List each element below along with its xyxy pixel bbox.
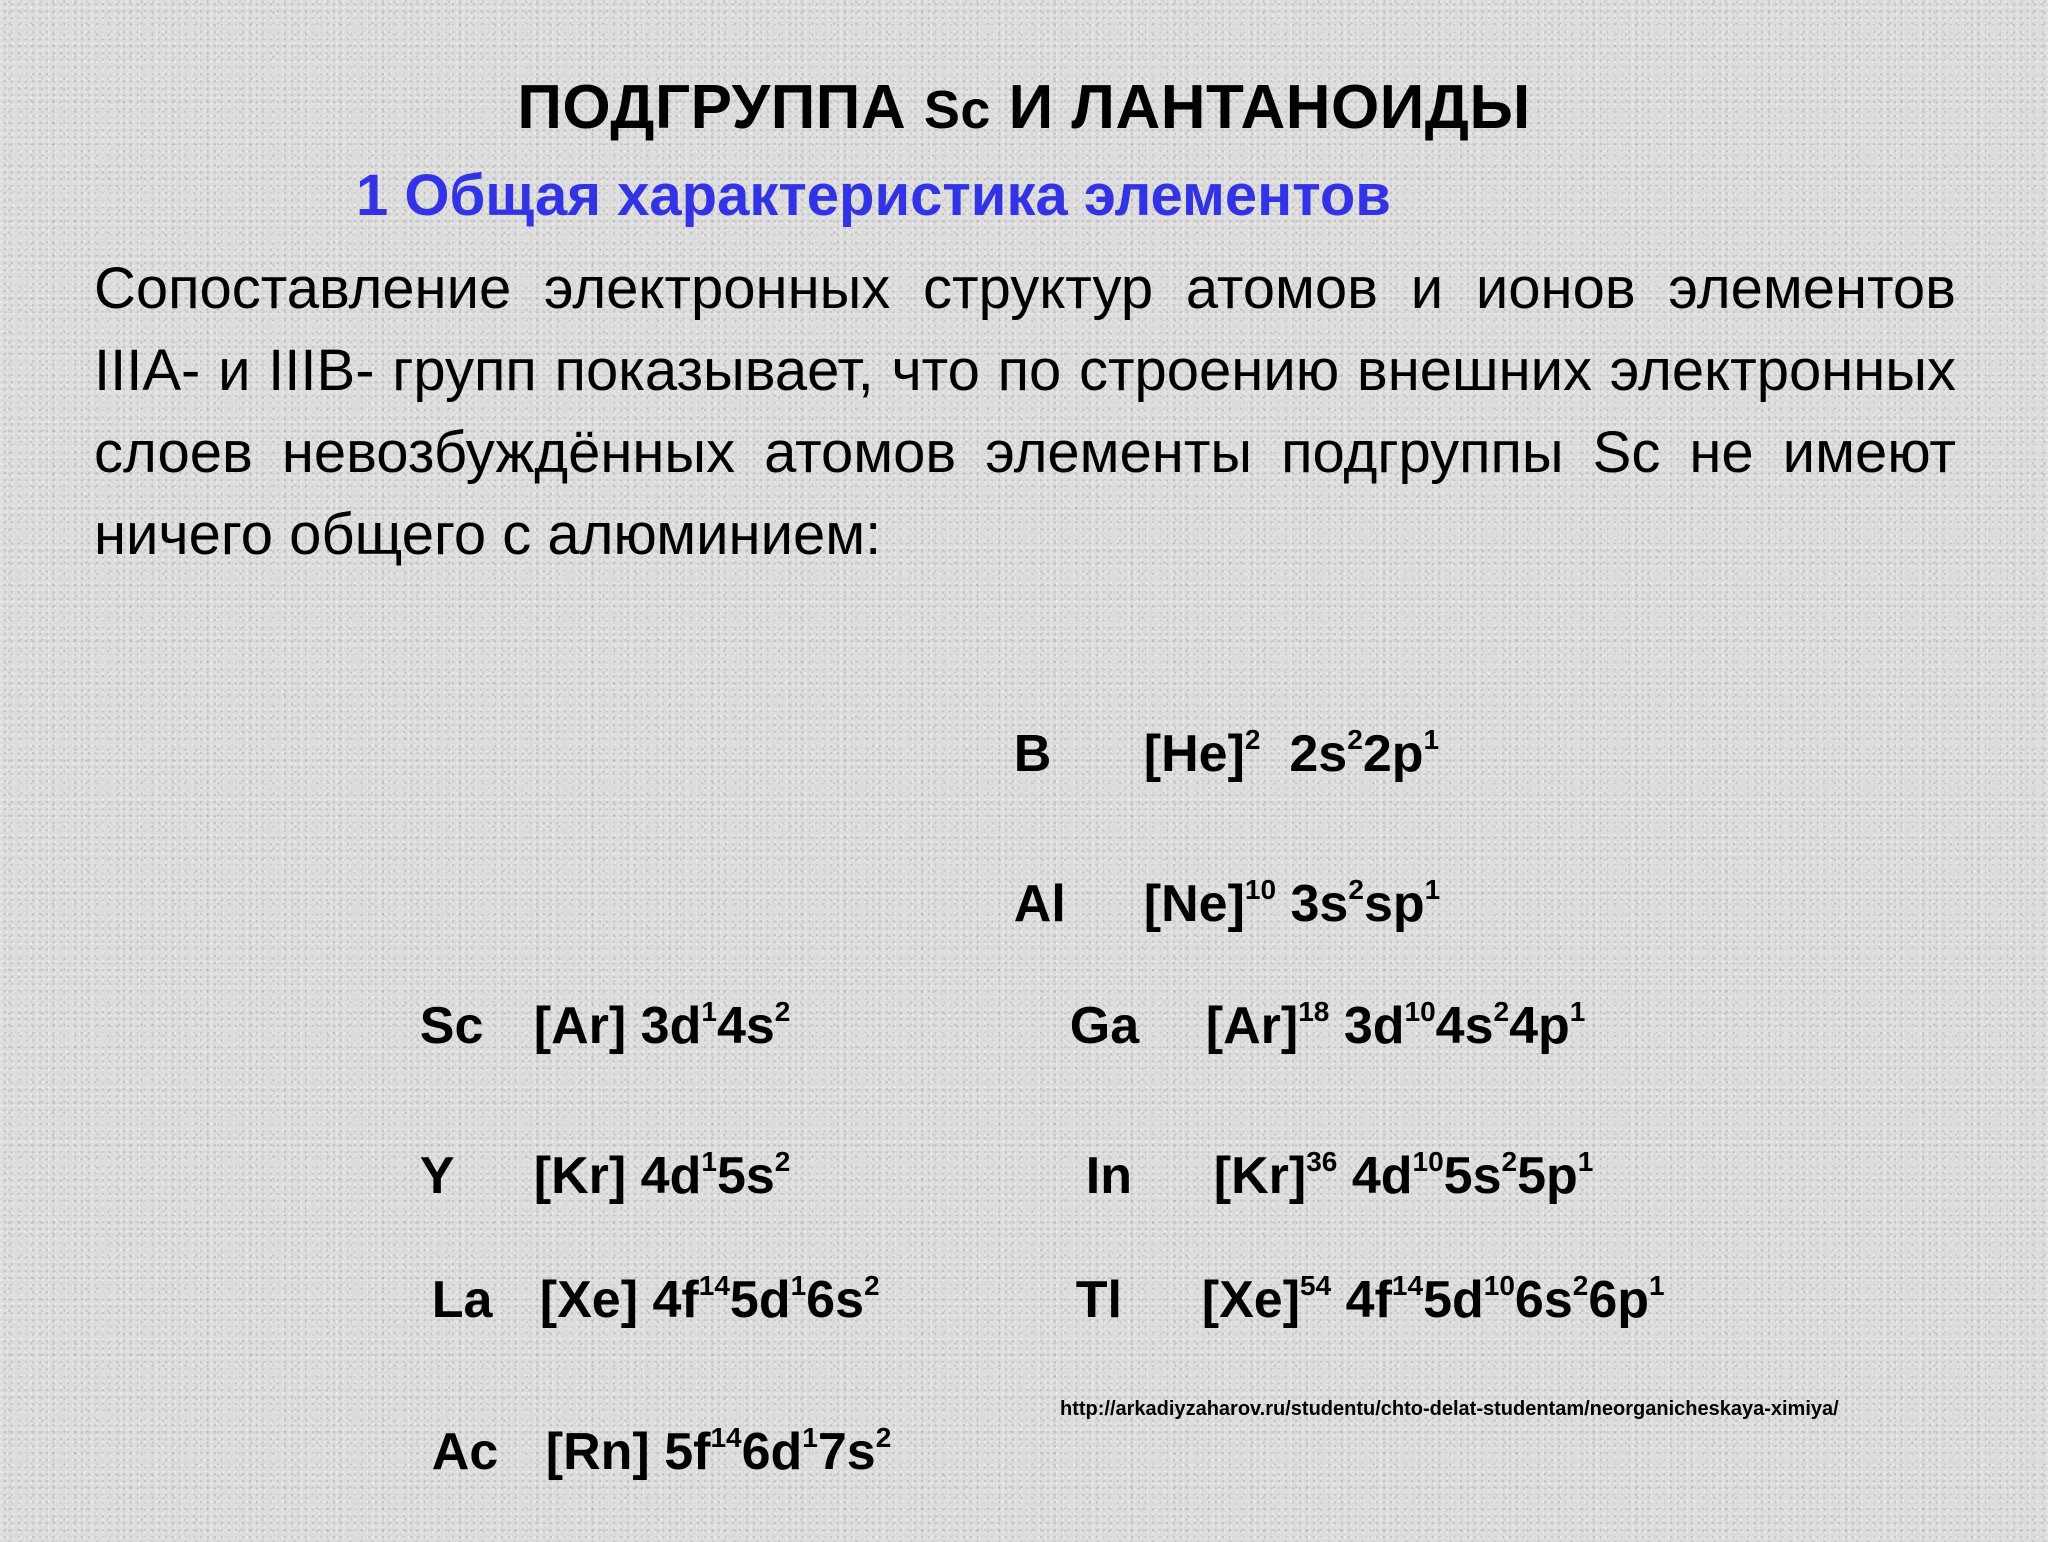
orbital-superscript: 10 xyxy=(1412,1146,1444,1177)
core-notation: [He] xyxy=(1143,725,1245,783)
element-symbol: Ac xyxy=(431,1423,499,1481)
orbital: 4s xyxy=(716,997,775,1055)
core-notation: [Kr] xyxy=(533,1147,627,1205)
orbital: 5p xyxy=(1517,1147,1578,1205)
element-symbol: Al xyxy=(1013,875,1066,933)
core-superscript: 18 xyxy=(1298,996,1330,1027)
orbital-superscript: 2 xyxy=(1572,1270,1589,1301)
title-part-2: И ЛАНТАНОИДЫ xyxy=(990,73,1531,142)
core-notation: [Ne] xyxy=(1143,875,1245,933)
orbital-superscript: 14 xyxy=(698,1270,730,1301)
core-superscript: 36 xyxy=(1306,1146,1338,1177)
core-notation: [Xe] xyxy=(539,1271,639,1329)
title-part-1: ПОДГРУППА xyxy=(517,73,924,142)
core-superscript: 2 xyxy=(1244,724,1261,755)
orbital: 6s xyxy=(806,1271,865,1329)
orbital-superscript: 1 xyxy=(1569,996,1586,1027)
element-symbol: B xyxy=(1013,725,1052,783)
orbital-superscript: 10 xyxy=(1483,1270,1515,1301)
element-symbol: Sc xyxy=(419,997,484,1055)
section-subtitle: 1 Общая характеристика элементов xyxy=(356,163,1391,228)
orbital: 4f xyxy=(1345,1271,1392,1329)
orbital-superscript: 2 xyxy=(1501,1146,1518,1177)
orbital: 7s xyxy=(817,1423,876,1481)
orbital-superscript: 2 xyxy=(774,1146,791,1177)
core-superscript: 10 xyxy=(1244,874,1277,905)
orbital-superscript: 1 xyxy=(1649,1270,1665,1301)
orbital: 5d xyxy=(1423,1271,1484,1329)
orbital-superscript: 10 xyxy=(1404,996,1436,1027)
core-notation: [Ar] xyxy=(1205,997,1299,1055)
orbital: 5s xyxy=(716,1147,775,1205)
orbital: 2p xyxy=(1362,725,1424,783)
orbital: 4d xyxy=(1351,1147,1413,1205)
page-title xyxy=(0,72,2048,143)
orbital: sp xyxy=(1363,875,1425,933)
orbital-superscript: 2 xyxy=(1348,874,1364,905)
core-notation: [Xe] xyxy=(1201,1271,1301,1329)
element-symbol: Y xyxy=(419,1147,455,1205)
config-ac xyxy=(374,1362,891,1542)
orbital: 6s xyxy=(1514,1271,1573,1329)
orbital: 3d xyxy=(640,997,702,1055)
config-tl xyxy=(1018,1210,1665,1390)
orbital-superscript: 14 xyxy=(1391,1270,1424,1301)
core-notation: [Kr] xyxy=(1213,1147,1307,1205)
orbital-superscript: 1 xyxy=(1577,1146,1594,1177)
core-notation: [Ar] xyxy=(533,997,627,1055)
orbital-superscript: 1 xyxy=(790,1270,807,1301)
core-superscript: 54 xyxy=(1300,1270,1332,1301)
orbital: 3d xyxy=(1343,997,1405,1055)
body-paragraph: Сопоставление электронных структур атомов и ионов элементов IIIA- и IIIB- групп показывает, что по строению внешних электронных слоев невозбуждённых атомов элементы подгруппы Sc не имеют ничего общего с алюминием: xyxy=(94,256,1956,567)
orbital-superscript: 1 xyxy=(1423,724,1440,755)
orbital-superscript: 2 xyxy=(1493,996,1510,1027)
orbital: 5d xyxy=(729,1271,791,1329)
orbital: 2s xyxy=(1289,725,1348,783)
orbital-superscript: 2 xyxy=(875,1422,892,1453)
orbital: 4f xyxy=(652,1271,699,1329)
orbital-superscript: 2 xyxy=(774,996,791,1027)
orbital-superscript: 2 xyxy=(1347,724,1363,755)
title-sc: Sc xyxy=(923,80,991,140)
element-symbol: Ga xyxy=(1069,997,1140,1055)
source-link[interactable]: http://arkadiyzaharov.ru/studentu/chto-delat-studentam/neorganicheskaya-ximiya/ xyxy=(1060,1398,1839,1420)
orbital-superscript: 1 xyxy=(802,1422,818,1453)
element-symbol: Tl xyxy=(1075,1271,1123,1329)
orbital-superscript: 1 xyxy=(1424,874,1441,905)
core-notation: [Rn] xyxy=(545,1423,650,1481)
element-symbol: In xyxy=(1085,1147,1133,1205)
orbital-superscript: 1 xyxy=(701,996,717,1027)
orbital-superscript: 14 xyxy=(710,1422,742,1453)
element-symbol: La xyxy=(431,1271,493,1329)
orbital: 6p xyxy=(1588,1271,1650,1329)
orbital: 3s xyxy=(1290,875,1349,933)
orbital: 5s xyxy=(1443,1147,1502,1205)
orbital: 5f xyxy=(664,1423,711,1481)
orbital-superscript: 2 xyxy=(864,1270,880,1301)
orbital: 4s xyxy=(1435,997,1494,1055)
orbital: 4p xyxy=(1509,997,1570,1055)
orbital-superscript: 1 xyxy=(701,1146,717,1177)
orbital: 4d xyxy=(640,1147,702,1205)
orbital: 6d xyxy=(741,1423,803,1481)
